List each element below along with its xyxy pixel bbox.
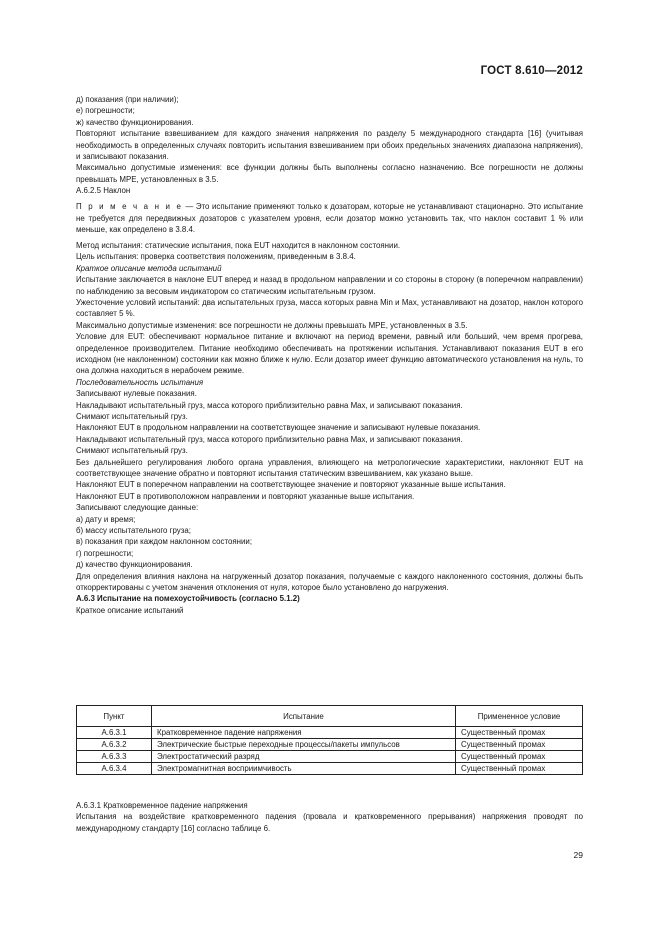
document-body-after-table (76, 800, 583, 834)
section-heading-a63: А.6.3 Испытание на помехоустойчивость (согласно 5.1.2) (76, 594, 300, 604)
table-header-row (77, 706, 583, 727)
list-results-2 (76, 514, 583, 571)
paragraph-harsh-conditions: Ужесточение условий испытаний: два испытательных груза, масса которых равна Min и Max, устанавливают на дозатор, наклон которого составляет 5 %. (76, 297, 583, 319)
subheading-brief-method: Краткое описание метода испытаний (76, 263, 222, 273)
paragraph-test-description: Испытание заключается в наклоне EUT вперед и назад в продольном направлении и со стороны в сторону (в поперечном направлении) по наблюдению за весовым индикатором со статическим испытательным грузом. (76, 275, 583, 296)
list-item: д) качество функционирования. (76, 560, 193, 570)
table-cell-test: Электрические быстрые переходные процессы/пакеты импульсов (152, 739, 456, 751)
sequence-step: Записывают нулевые показания. (76, 389, 197, 399)
table-cell-clause: А.6.3.4 (77, 763, 152, 775)
list-item: а) дату и время; (76, 514, 136, 524)
page-header-standard: ГОСТ 8.610—2012 (480, 65, 583, 77)
note-paragraph (76, 201, 583, 235)
paragraph-max-changes-2: Максимально допустимые изменения: все погрешности не должны превышать МРЕ, установленных в 3.5. (76, 320, 468, 330)
sequence-step: Наклоняют EUT в продольном направлении на соответствующее значение и записывают нулевые показания. (76, 423, 481, 433)
section-heading-a631: А.6.3.1 Кратковременное падение напряжения (76, 801, 248, 810)
table-cell-condition: Существенный промах (456, 763, 583, 775)
sequence-step: Снимают испытательный груз. (76, 446, 188, 456)
table-header-cell: Пункт (77, 706, 152, 727)
paragraph-opposite: Наклоняют EUT в противоположном направлении и повторяют указанные выше испытания. (76, 491, 415, 501)
list-item: б) массу испытательного груза; (76, 526, 191, 536)
table-row (77, 763, 583, 775)
table-cell-condition: Существенный промах (456, 751, 583, 763)
document-body (76, 94, 583, 616)
tests-table (76, 705, 583, 775)
paragraph-final: Для определения влияния наклона на нагруженный дозатор показания, получаемые с каждого наклоненного состояния, должны быть откорректированы с учетом значения отклонения от нуля, которое было установлено до нагружения. (76, 571, 583, 593)
paragraph-transverse: Наклоняют EUT в поперечном направлении на соответствующее значение и повторяют указанные выше испытания. (76, 480, 506, 490)
sequence-step: Снимают испытательный груз. (76, 411, 188, 421)
table-row (77, 727, 583, 739)
paragraph-repeat: Повторяют испытание взвешиванием для каждого значения напряжения по разделу 5 международного стандарта [16] (учитывая необходимость в определенных случаях повторить испытания взвешиванием при обоих предельных значениях диапазона напряжения), и записывают показания. (76, 129, 583, 162)
table-cell-clause: А.6.3.3 (77, 751, 152, 763)
note-label: П р и м е ч а н и е (76, 202, 183, 212)
page-number: 29 (573, 850, 583, 860)
paragraph-no-adjust: Без дальнейшего регулирования любого органа управления, влияющего на метрологические характеристики, наклоняют EUT на соответствующее значение обратно и повторяют испытания статическим взвешиванием, как указано выше. (76, 457, 583, 478)
sequence-step: Накладывают испытательный груз, масса которого приблизительно равна Max, и записывают показания. (76, 434, 463, 444)
table-cell-clause: А.6.3.2 (77, 739, 152, 751)
list-item: д) показания (при наличии); (76, 95, 179, 104)
note-text: — Это испытание применяют только к дозаторам, которые не устанавливают стационарно. Это испытание не требуется для передвижных дозаторов с указателем уровня, если дозатор можно установить так, что наклон составит 1 % или меньше, как определено в 3.8.4. (76, 202, 583, 234)
paragraph-brief-tests: Краткое описание испытаний (76, 605, 184, 615)
table-cell-test: Электромагнитная восприимчивость (152, 763, 456, 775)
paragraph-goal: Цель испытания: проверка соответствия положениям, приведенным в 3.8.4. (76, 252, 356, 262)
paragraph-method: Метод испытания: статические испытания, пока EUT находится в наклонном состоянии. (76, 240, 401, 250)
table-row (77, 739, 583, 751)
paragraph-max-changes-1: Максимально допустимые изменения: все функции должны быть выполнены согласно назначению. Все погрешности не должны превышать МРЕ, установленных в 3.5. (76, 163, 583, 184)
table-cell-condition: Существенный промах (456, 727, 583, 739)
paragraph-voltage-dips: Испытания на воздействие кратковременного падения (провала и кратковременного прерывания) напряжения проводят по международному стандарту [16] согласно таблице 6. (76, 812, 583, 833)
table-cell-clause: А.6.3.1 (77, 727, 152, 739)
paragraph-eut-condition: Условие для EUT: обеспечивают нормальное питание и включают на период времени, равный или больший, чем время прогрева, определенное производителем. Питание необходимо обеспечивать на протяжении испытания. Устанавливают показания EUT в его исходном (не наклоненном) состоянии как можно ближе к нулю. Если дозатор имеет функцию автоматического установления на нуль, то она должна находиться в нерабочем режиме. (76, 332, 583, 376)
table-row (77, 751, 583, 763)
list-item: г) погрешности; (76, 548, 134, 558)
list-item: в) показания при каждом наклонном состоянии; (76, 537, 253, 547)
sequence-step: Накладывают испытательный груз, масса которого приблизительно равна Max, и записывают показания. (76, 400, 463, 410)
table-header-cell: Испытание (152, 706, 456, 727)
list-results-1 (76, 94, 583, 128)
table-cell-test: Кратковременное падение напряжения (152, 727, 456, 739)
paragraph-record: Записывают следующие данные: (76, 503, 199, 513)
table-header-cell: Примененное условие (456, 706, 583, 727)
subheading-sequence: Последовательность испытания (76, 377, 204, 387)
table-cell-condition: Существенный промах (456, 739, 583, 751)
list-item: ж) качество функционирования. (76, 117, 194, 127)
table-cell-test: Электростатический разряд (152, 751, 456, 763)
list-item: е) погрешности; (76, 106, 135, 116)
section-heading-a625: А.6.2.5 Наклон (76, 186, 131, 196)
